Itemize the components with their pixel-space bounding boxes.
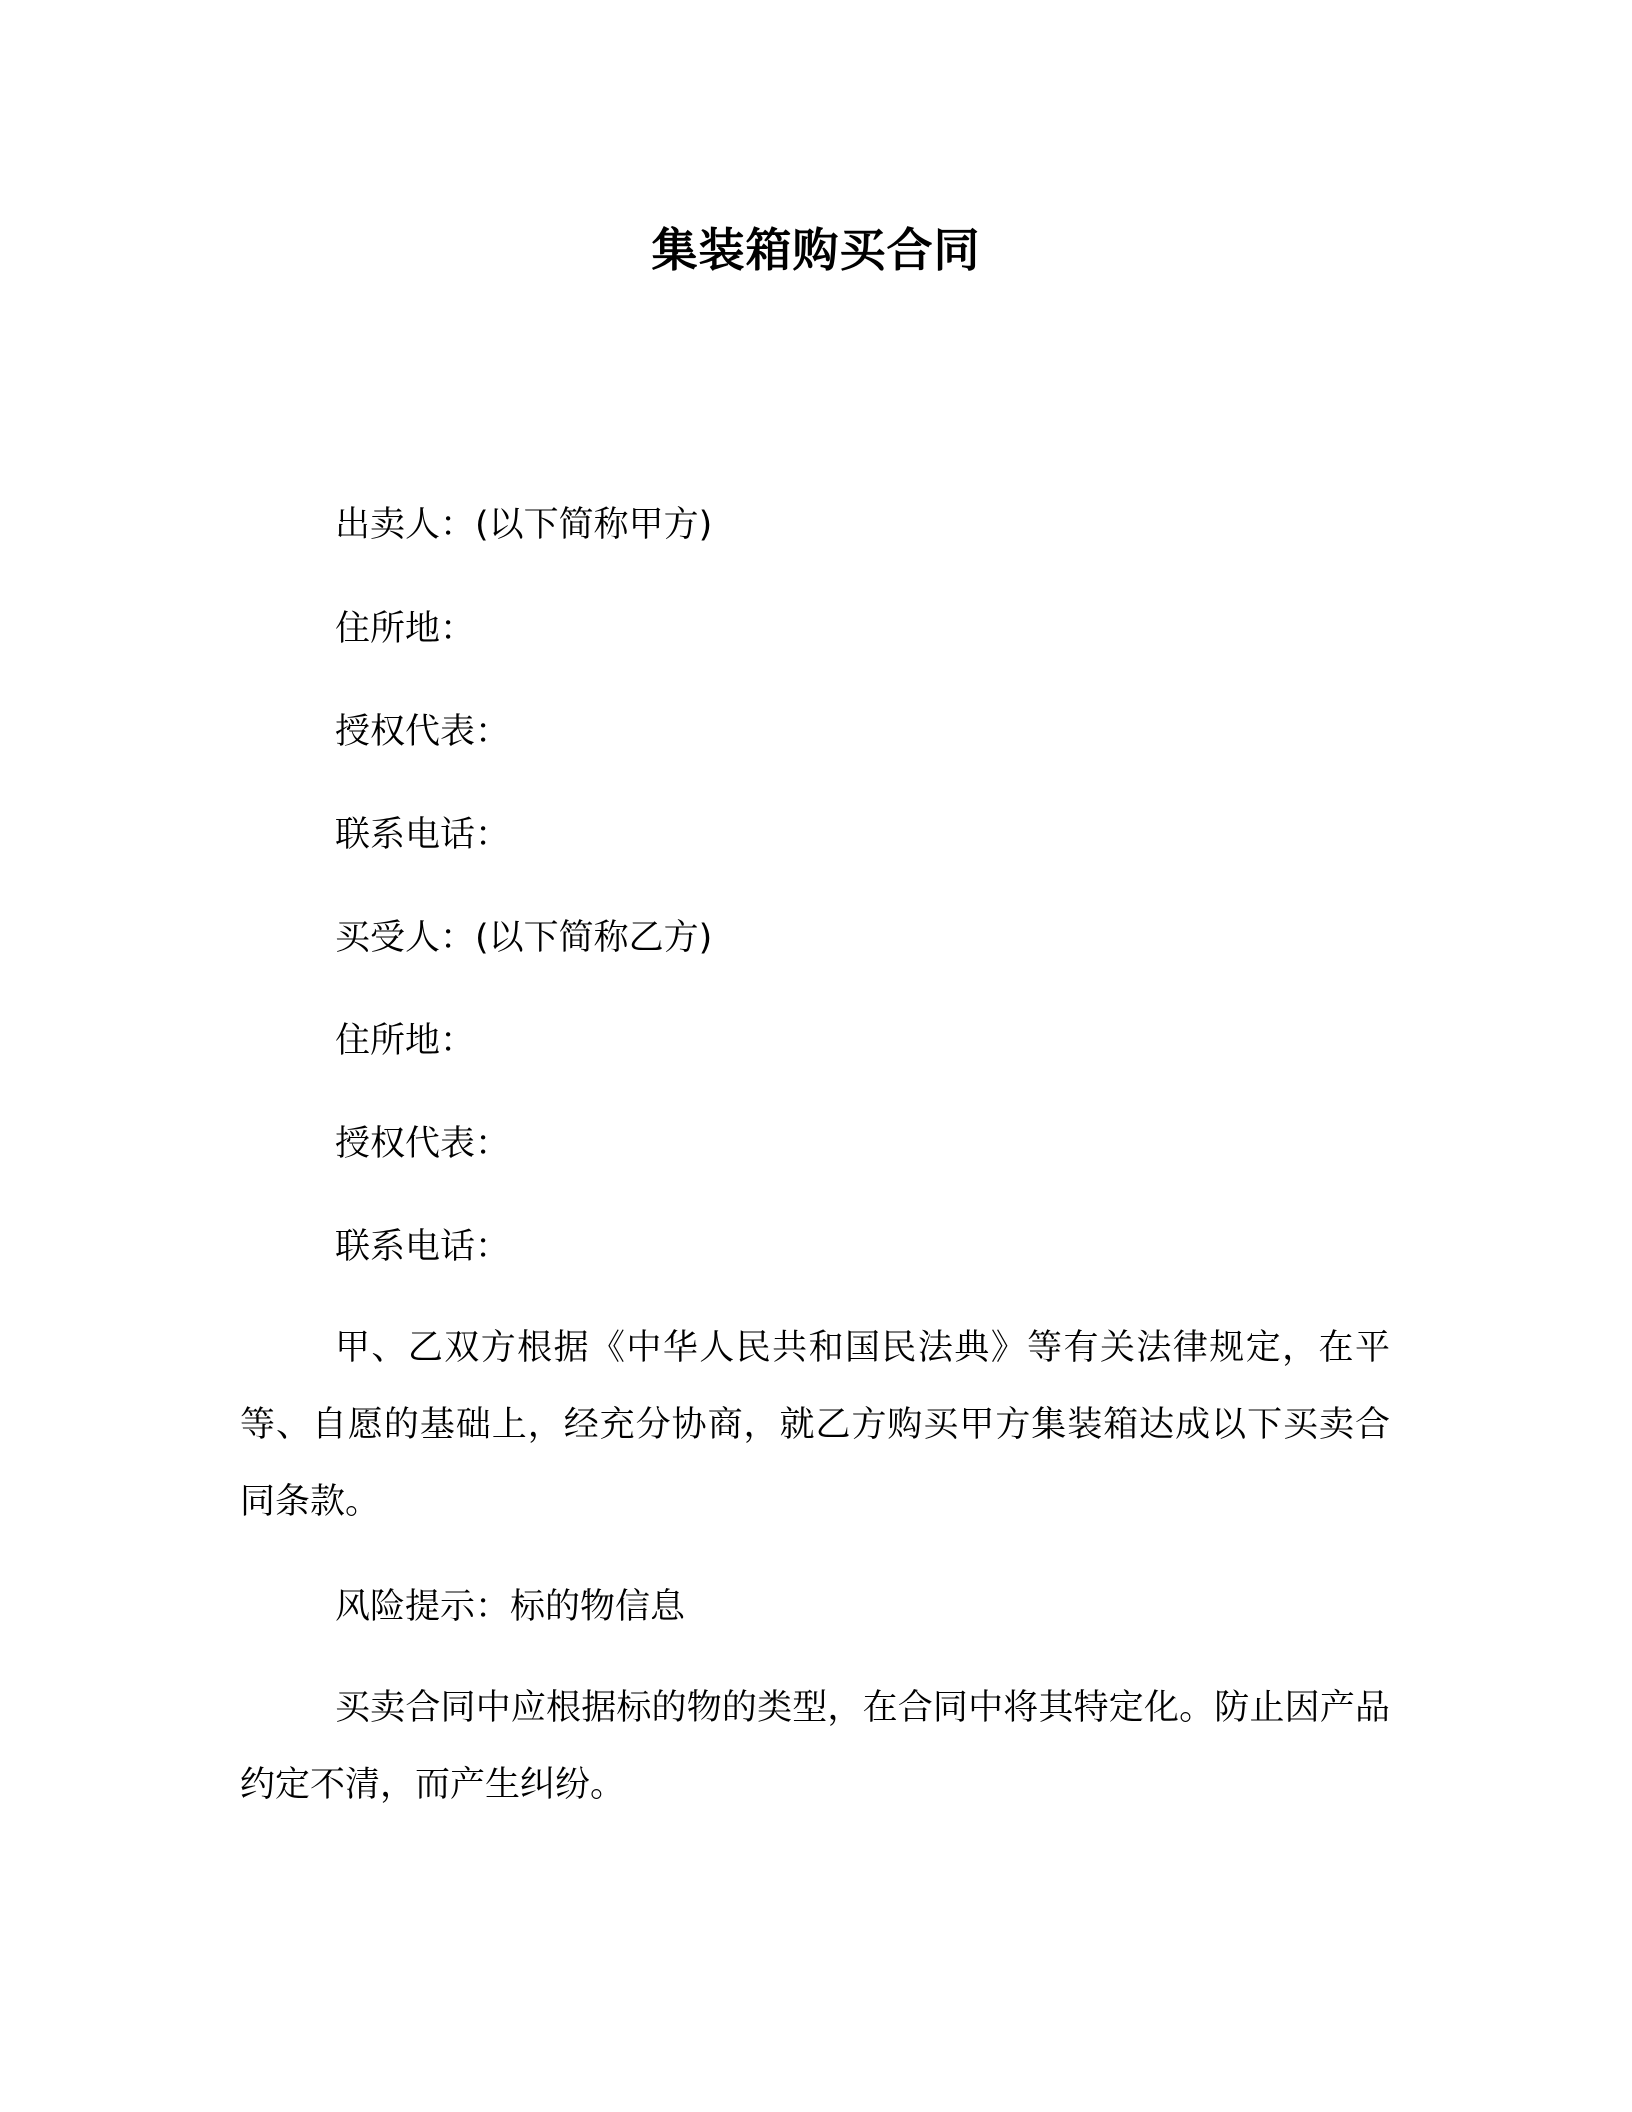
- buyer-phone-label: 联系电话：: [335, 1227, 511, 1267]
- seller-address-label: 住所地：: [335, 609, 476, 649]
- buyer-representative-label: 授权代表：: [335, 1124, 511, 1164]
- risk-paragraph: 买卖合同中应根据标的物的类型，在合同中将其特定化。防止因产品约定不清，而产生纠纷。: [240, 1688, 1390, 1805]
- seller-phone-label: 联系电话：: [335, 815, 511, 855]
- buyer-name-label: 买受人：(以下简称乙方): [335, 918, 713, 958]
- buyer-address-label: 住所地：: [335, 1021, 476, 1061]
- seller-representative-label: 授权代表：: [335, 712, 511, 752]
- intro-paragraph: 甲、乙双方根据《中华人民共和国民法典》等有关法律规定，在平等、自愿的基础上，经充分协商，就乙方购买甲方集装箱达成以下买卖合同条款。: [240, 1328, 1390, 1522]
- document-title: 集装箱购买合同: [651, 223, 981, 277]
- seller-name-label: 出卖人：(以下简称甲方): [335, 505, 713, 545]
- risk-heading: 风险提示：标的物信息: [335, 1587, 686, 1627]
